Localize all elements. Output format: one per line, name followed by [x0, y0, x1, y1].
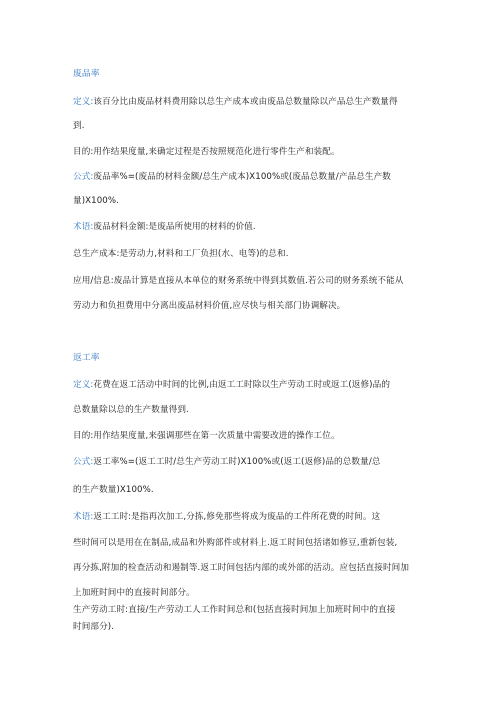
terms-text-2-line2: 些时间可以是用在在制品,成品和外购部件或材料上.返工时间包括诸如修豆,重新包装,	[73, 538, 398, 548]
definition-paragraph-2	[73, 380, 390, 391]
terms-paragraph	[73, 222, 256, 233]
terms-text-2-line3: 再分拣,附加的检查活动和遏制等.返工时间包括内部的或外部的活动。应包括直接时间加	[73, 563, 410, 573]
formula-paragraph-2	[73, 457, 381, 468]
formula-text-2-cont: 的生产数量)X100%.	[73, 485, 154, 495]
definition-paragraph	[73, 97, 398, 108]
formula-text-cont: 量)X100%.	[73, 196, 119, 206]
application-paragraph: 应用/信息:废品计算是直接从本单位的财务系统中得到其数值.若公司的财务系统不能从	[73, 276, 404, 286]
terms-total-cost: 总生产成本:是劳动力,材料和工厂负担(水、电等)的总和.	[73, 249, 289, 259]
formula-paragraph	[73, 172, 391, 183]
terms-paragraph-2	[73, 512, 380, 523]
terms-labor-hours: 生产劳动工时:直接/生产劳动工人工作时间总和(包括直接时间加上加班时间中的直接	[73, 605, 396, 615]
formula-label: 公式:	[73, 172, 94, 182]
terms-text-2-line4: 上加班时间中的直接时间部分。	[73, 588, 195, 598]
terms-labor-hours-cont: 时间部分).	[73, 622, 115, 632]
purpose-paragraph-2: 目的:用作结果度量,来强调那些在第一次质量中需要改进的操作工位。	[73, 431, 340, 441]
formula-text: 废品率%=(废品的材料金额/总生产成本)X100%或(废品总数量/产品总生产数	[93, 172, 391, 182]
section-title-scrap-rate: 废品率	[73, 69, 100, 79]
terms-label: 术语:	[73, 222, 94, 232]
terms-label-2: 术语:	[73, 512, 94, 522]
definition-text: 该百分比由废品材料费用除以总生产成本或由废品总数量除以产品总生产数量得	[93, 97, 398, 107]
section-title-rework-rate: 返工率	[73, 353, 100, 363]
definition-label: 定义:	[73, 97, 94, 107]
definition-text-2: 花费在返工活动中时间的比例,由返工工时除以生产劳动工时或返工(返修)品的	[93, 380, 391, 390]
terms-text: 废品材料金额:是废品所使用的材料的价值.	[93, 222, 256, 232]
purpose-paragraph: 目的:用作结果度量,来确定过程是否按照规范化进行零件生产和装配。	[73, 147, 340, 157]
terms-text-2: 返工工时:是指再次加工,分拣,修免那些将成为废品的工件所花费的时间。这	[93, 512, 381, 522]
definition-text-2-cont: 总数量除以总的生产数量得到.	[73, 405, 189, 415]
formula-label-2: 公式:	[73, 457, 94, 467]
formula-text-2: 返工率%=(返工工时/总生产劳动工时)X100%或(返工(返修)品的总数量/总	[93, 457, 381, 467]
definition-label-2: 定义:	[73, 380, 94, 390]
application-text-cont: 劳动力和负担费用中分离出废品材料价值,应尽快与相关部门协调解决。	[73, 301, 346, 311]
definition-text-cont: 到.	[73, 121, 85, 131]
